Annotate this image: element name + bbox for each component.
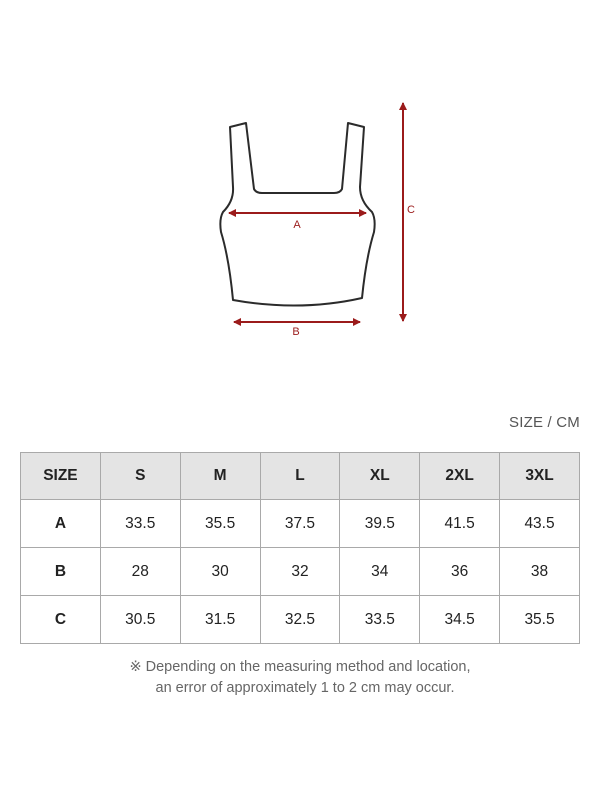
table-cell: 28 [100, 548, 180, 596]
measure-a-label: A [293, 219, 301, 231]
size-table [20, 452, 580, 644]
measure-c-label: C [407, 204, 415, 216]
table-cell: 33.5 [100, 500, 180, 548]
header-cell: L [260, 453, 340, 500]
table-row [21, 596, 580, 644]
table-cell: 33.5 [340, 596, 420, 644]
header-cell: SIZE [21, 453, 101, 500]
table-cell: 35.5 [500, 596, 580, 644]
note-line-1: ※ Depending on the measuring method and location, [129, 659, 471, 675]
table-cell: 35.5 [180, 500, 260, 548]
table-row [21, 500, 580, 548]
table-header-row [21, 453, 580, 500]
table-cell: 37.5 [260, 500, 340, 548]
table-cell: 39.5 [340, 500, 420, 548]
table-cell: 32.5 [260, 596, 340, 644]
unit-label: SIZE / CM [509, 414, 580, 431]
header-cell: 3XL [500, 453, 580, 500]
table-cell: 31.5 [180, 596, 260, 644]
note-line-2: an error of approximately 1 to 2 cm may occur. [155, 680, 455, 696]
header-cell: M [180, 453, 260, 500]
measurement-note [0, 657, 600, 699]
header-cell: 2XL [420, 453, 500, 500]
header-cell: XL [340, 453, 420, 500]
table-cell: 34 [340, 548, 420, 596]
table-cell: 36 [420, 548, 500, 596]
table-cell: 38 [500, 548, 580, 596]
table-cell: 30 [180, 548, 260, 596]
row-label: C [21, 596, 101, 644]
row-label: A [21, 500, 101, 548]
row-label: B [21, 548, 101, 596]
table-row [21, 548, 580, 596]
table-cell: 32 [260, 548, 340, 596]
table-cell: 34.5 [420, 596, 500, 644]
measure-b-label: B [292, 326, 300, 338]
table-cell: 43.5 [500, 500, 580, 548]
crop-top-outline [220, 123, 374, 306]
header-cell: S [100, 453, 180, 500]
table-cell: 30.5 [100, 596, 180, 644]
table-cell: 41.5 [420, 500, 500, 548]
